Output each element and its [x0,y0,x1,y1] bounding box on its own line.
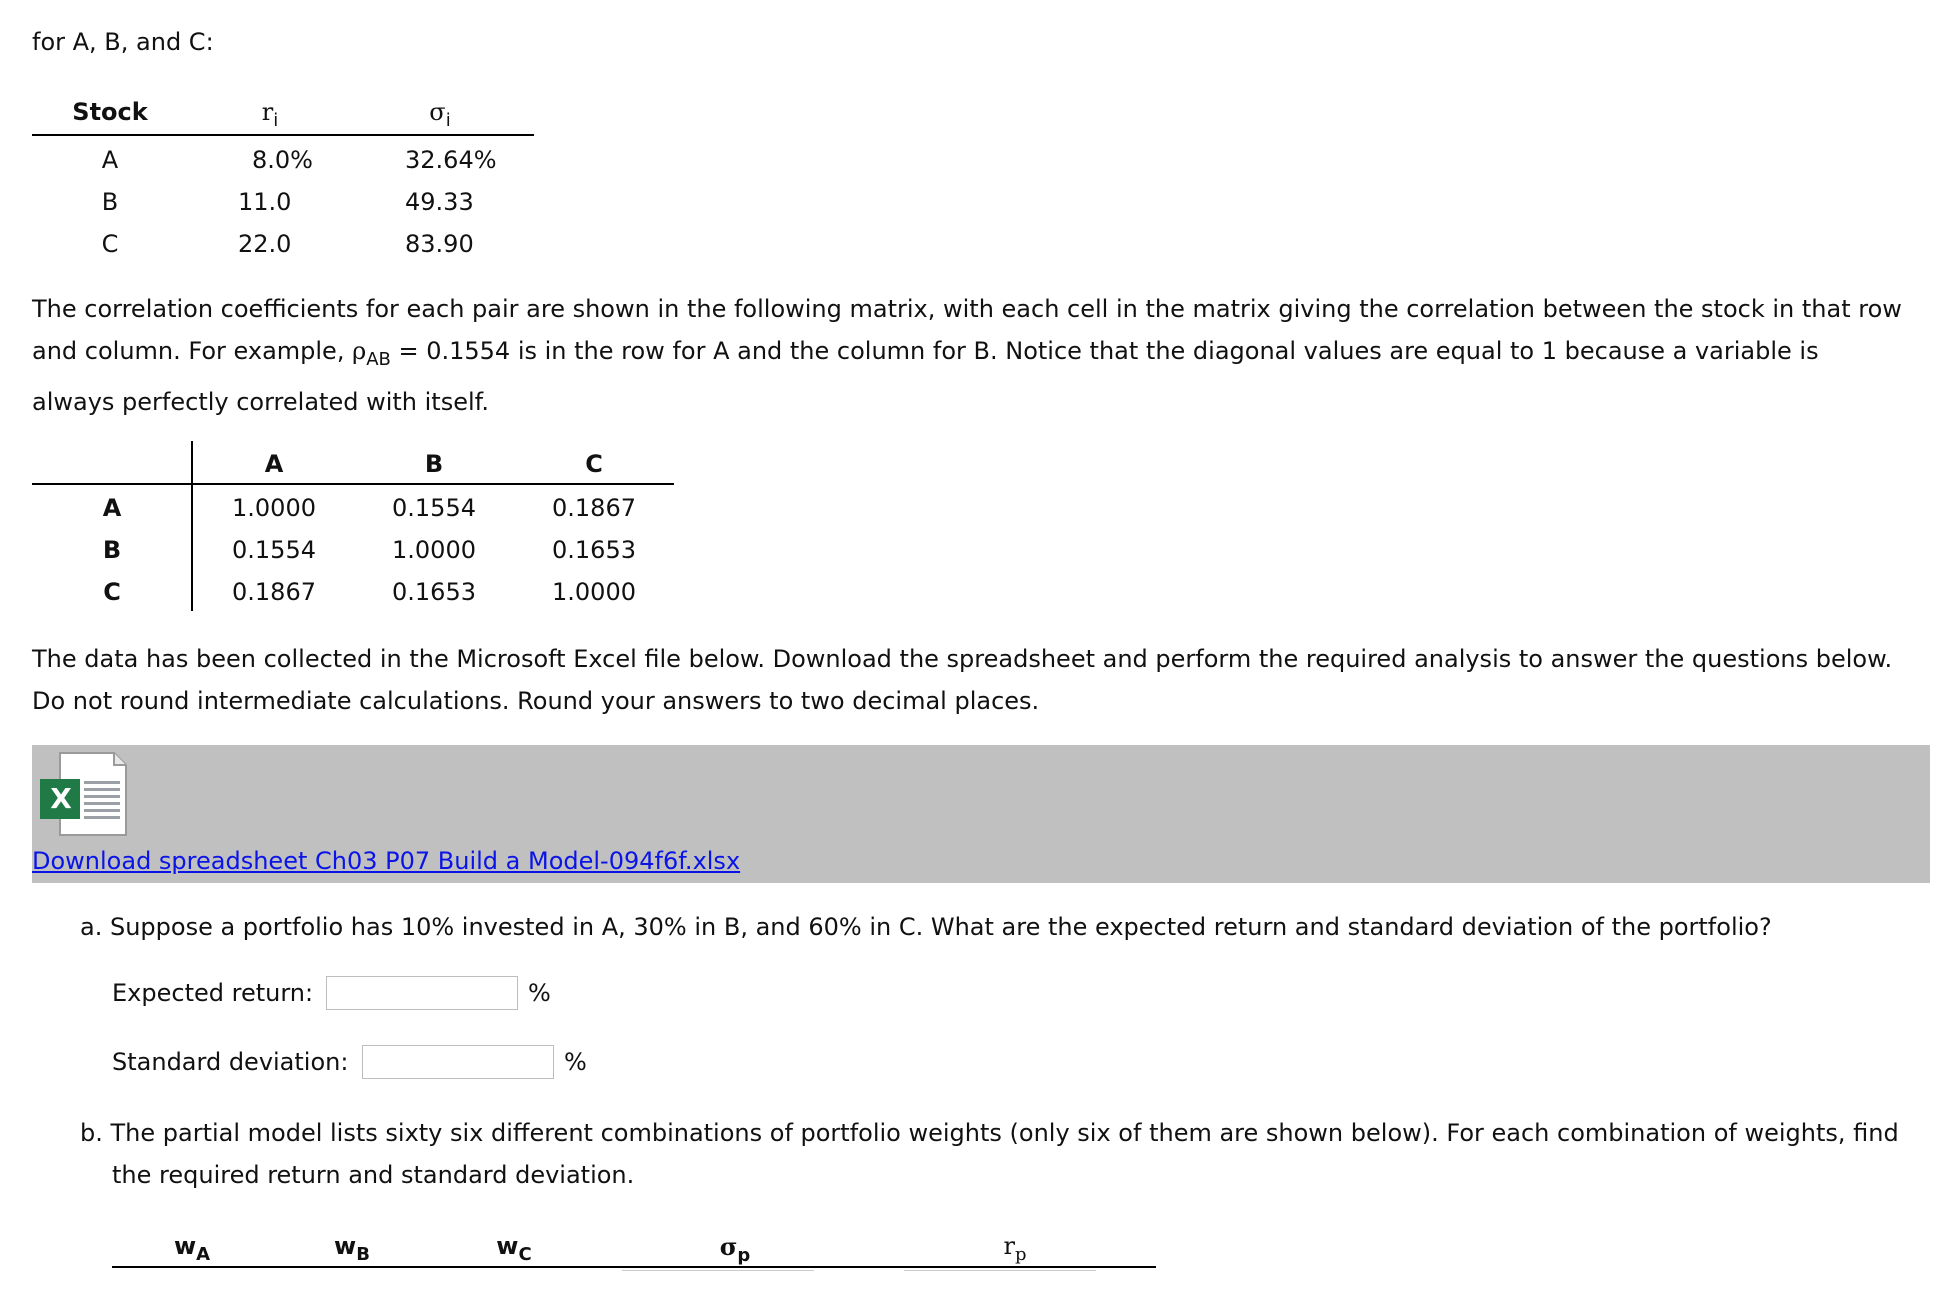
stock-row-c-label: C [101,230,119,258]
data-line-1: The data has been collected in the Microsoft Excel file below. Download the spreadsheet and perform the required analysis to answer the questions below. [32,645,1893,673]
stock-row-b-return: 11.0 [238,188,292,216]
excel-file-icon[interactable] [38,751,128,837]
expected-return-input[interactable] [326,976,518,1010]
matrix-cell-a-a: 1.0000 [232,494,316,522]
sigma-p-symbol: σ [719,1232,738,1261]
std-deviation-input[interactable] [362,1045,554,1079]
intro-text: for A, B, and C: [32,28,214,56]
wa-symbol: w [173,1232,197,1260]
matrix-row-label-b: B [102,536,122,564]
weights-table-rule [112,1266,1156,1268]
question-a-text: a. Suppose a portfolio has 10% invested in A, 30% in B, and 60% in C. What are the expected return and standard deviation of the portfolio? [80,913,1772,941]
sigma-symbol: σ [429,98,446,126]
rp-input-edge [904,1270,1096,1271]
stock-row-c-sigma: 83.90 [405,230,474,258]
correlation-line-2 [32,330,1922,381]
matrix-cell-a-c: 0.1867 [552,494,636,522]
weights-header-wb [312,1232,392,1265]
matrix-row-label-a: A [102,494,122,522]
matrix-cell-c-c: 1.0000 [552,578,636,606]
stock-row-a-sigma: 32.64% [405,146,497,174]
return-header [240,98,300,131]
correlation-line-3: always perfectly correlated with itself. [32,387,489,416]
return-subscript: i [273,109,279,131]
matrix-vertical-rule [191,441,193,611]
matrix-col-header-a: A [264,450,284,478]
matrix-cell-c-b: 0.1653 [392,578,476,606]
wb-symbol: w [334,1232,357,1260]
correlation-line-2-post: = 0.1554 is in the row for A and the column for B. Notice that the diagonal values are equal to 1 because a variable is [390,337,1819,365]
sigma-p-subscript: p [737,1244,751,1266]
std-deviation-unit: % [564,1048,587,1076]
expected-return-unit: % [528,979,551,1007]
stock-row-b-sigma: 49.33 [405,188,474,216]
matrix-cell-a-b: 0.1554 [392,494,476,522]
rho-subscript: AB [366,348,391,370]
stock-table-rule [32,134,534,136]
matrix-col-header-c: C [585,450,603,478]
return-symbol: r [261,98,274,126]
correlation-paragraph [32,288,1922,423]
matrix-cell-c-a: 0.1867 [232,578,316,606]
download-panel [32,745,1930,883]
matrix-col-header-b: B [424,450,444,478]
matrix-cell-b-b: 1.0000 [392,536,476,564]
weights-header-rp [975,1232,1055,1265]
rp-symbol: r [1003,1232,1015,1260]
matrix-cell-b-c: 0.1653 [552,536,636,564]
sigma-p-input-edge [622,1270,814,1271]
wc-symbol: w [496,1232,519,1260]
question-b-line-2: the required return and standard deviation. [112,1161,635,1189]
download-spreadsheet-link[interactable]: Download spreadsheet Ch03 P07 Build a Model-094f6f.xlsx [32,847,741,875]
correlation-line-2-pre: and column. For example, [32,337,353,365]
data-line-2: Do not round intermediate calculations. Round your answers to two decimal places. [32,687,1040,715]
wb-subscript: B [356,1243,370,1265]
rp-subscript: p [1014,1243,1027,1265]
excel-icon-letter: X [50,782,72,815]
rho-symbol: ρ [352,337,367,365]
std-deviation-label: Standard deviation: [112,1048,349,1076]
wa-subscript: A [196,1243,211,1265]
sigma-header [410,98,470,131]
correlation-line-1: The correlation coefficients for each pair are shown in the following matrix, with each cell in the matrix giving the correlation between the stock in that row [32,295,1902,323]
matrix-row-label-c: C [103,578,121,606]
stock-row-c-return: 22.0 [238,230,292,258]
data-paragraph [32,638,1922,722]
stock-header: Stock [72,98,148,126]
weights-header-wa [152,1232,232,1265]
weights-header-sigma-p [695,1232,775,1266]
wc-subscript: C [518,1243,532,1265]
matrix-horizontal-rule [32,483,674,485]
expected-return-label: Expected return: [112,979,314,1007]
weights-header-wc [474,1232,554,1265]
matrix-cell-b-a: 0.1554 [232,536,316,564]
question-b-line-1: b. The partial model lists sixty six different combinations of portfolio weights (only six of them are shown below). For each combination of weights, find [80,1119,1899,1147]
stock-row-a-return: 8.0% [252,146,313,174]
stock-row-b-label: B [101,188,119,216]
stock-row-a-label: A [101,146,119,174]
question-b-text [80,1112,1930,1196]
sigma-subscript: i [445,109,451,131]
